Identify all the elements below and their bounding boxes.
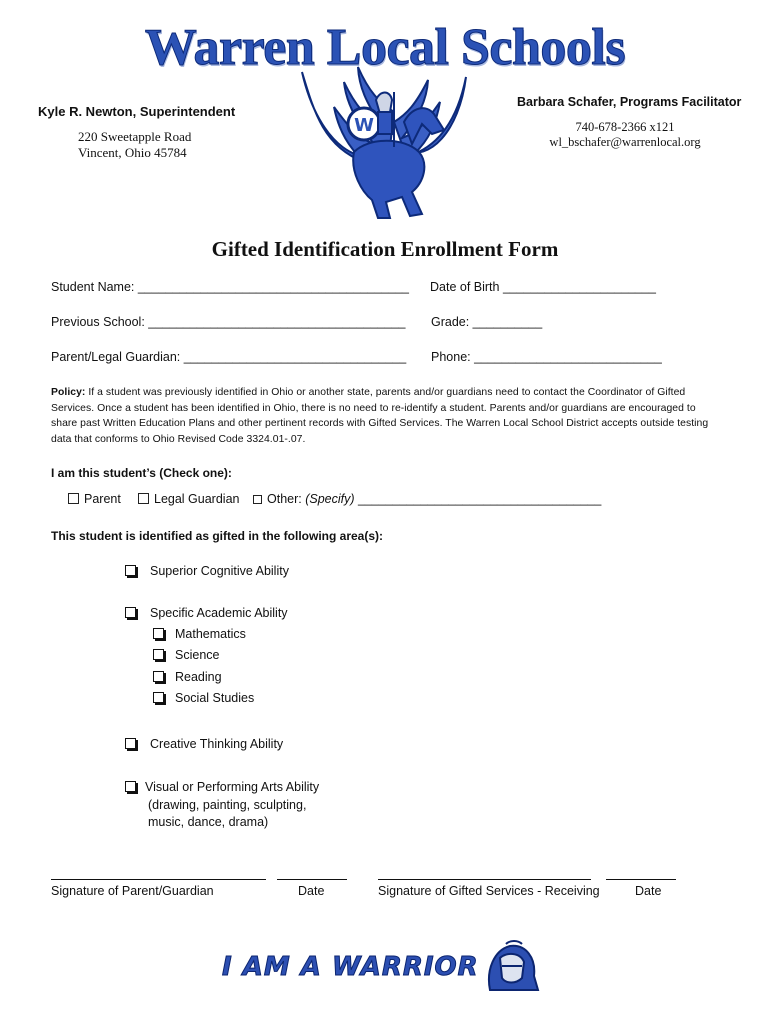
areas-label: This student is identified as gifted in the following area(s):: [51, 529, 384, 543]
district-address: [78, 129, 191, 161]
academic-checkbox[interactable]: [125, 607, 136, 618]
student-name-field[interactable]: Student Name: _______________________________________: [51, 280, 409, 294]
social-studies-checkbox[interactable]: [153, 692, 164, 703]
warrior-head-icon: [476, 940, 544, 994]
other-specify-label: (Specify): [305, 492, 355, 506]
academic-label: Specific Academic Ability: [150, 606, 288, 620]
other-checkbox[interactable]: [253, 495, 262, 504]
previous-school-field[interactable]: Previous School: _____________________________________: [51, 315, 406, 329]
form-title: Gifted Identification Enrollment Form: [211, 237, 559, 261]
gifted-date-label: Date: [635, 884, 662, 898]
cognitive-checkbox[interactable]: [125, 565, 136, 576]
area-cognitive-option[interactable]: [125, 564, 289, 578]
legal-guardian-checkbox[interactable]: [138, 493, 149, 504]
grade-field[interactable]: Grade: __________: [431, 315, 543, 329]
creative-label: Creative Thinking Ability: [150, 737, 284, 751]
relation-other-option[interactable]: [253, 492, 601, 506]
parent-label: Parent: [84, 492, 121, 506]
reading-label: Reading: [175, 670, 222, 684]
school-name: Warren Local Schools: [144, 19, 626, 76]
subject-science-option[interactable]: [153, 648, 219, 662]
gifted-signature-line[interactable]: [378, 879, 591, 880]
cognitive-label: Superior Cognitive Ability: [150, 564, 289, 578]
gifted-date-line[interactable]: [606, 879, 676, 880]
footer-slogan: I AM A WARRIOR: [222, 952, 479, 982]
creative-checkbox[interactable]: [125, 738, 136, 749]
science-label: Science: [175, 648, 220, 662]
area-academic-option[interactable]: [125, 606, 288, 620]
parent-date-label: Date: [298, 884, 325, 898]
policy-label: Policy:: [51, 387, 86, 398]
shield-letter: W: [354, 115, 374, 136]
area-arts-option[interactable]: [125, 780, 319, 794]
relation-label: I am this student’s (Check one):: [51, 466, 232, 480]
guardian-field[interactable]: Parent/Legal Guardian: ________________________________: [51, 350, 407, 364]
relation-guardian-option[interactable]: [138, 492, 239, 506]
policy-text: If a student was previously identified in Ohio or another state, parents and/or guardians need to contact the Coordinator of Gifted Services. Once a student has been identified in Ohio, there is no need to re-identify a student. Parents and/or guardians are encouraged to share past Written Education Plans and other pertinent records with Gifted Services. The Warren Local School District accepts outside testing data that conforms to Ohio Revised Code 3324.01-.07.: [51, 387, 709, 445]
science-checkbox[interactable]: [153, 649, 164, 660]
legal-guardian-label: Legal Guardian: [154, 492, 240, 506]
area-creative-option[interactable]: [125, 737, 283, 751]
facilitator-name: Barbara Schafer, Programs Facilitator: [517, 95, 742, 109]
subject-social-studies-option[interactable]: [153, 691, 254, 705]
superintendent-name: Kyle R. Newton, Superintendent: [38, 104, 236, 119]
social-studies-label: Social Studies: [175, 691, 255, 705]
gifted-signature-label: Signature of Gifted Services - Receiving: [378, 884, 600, 898]
facilitator-contact: [540, 120, 710, 150]
math-checkbox[interactable]: [153, 628, 164, 639]
reading-checkbox[interactable]: [153, 671, 164, 682]
warrior-pegasus-logo: [294, 52, 474, 222]
phone-field[interactable]: Phone: ___________________________: [431, 350, 662, 364]
parent-signature-label: Signature of Parent/Guardian: [51, 884, 214, 898]
facilitator-email: wl_bschafer@warrenlocal.org: [549, 135, 701, 149]
parent-checkbox[interactable]: [68, 493, 79, 504]
math-label: Mathematics: [175, 627, 246, 641]
dob-field[interactable]: Date of Birth ______________________: [430, 280, 656, 294]
other-specify-line[interactable]: ___________________________________: [354, 492, 602, 506]
address-line-1: 220 Sweetapple Road: [78, 129, 192, 144]
parent-signature-line[interactable]: [51, 879, 266, 880]
arts-label-line-3: music, dance, drama): [148, 815, 269, 829]
address-line-2: Vincent, Ohio 45784: [78, 145, 187, 160]
arts-label-line-2: (drawing, painting, sculpting,: [148, 798, 307, 812]
facilitator-phone: 740-678-2366 x121: [575, 120, 675, 134]
other-label: Other:: [267, 492, 306, 506]
arts-checkbox[interactable]: [125, 781, 136, 792]
subject-reading-option[interactable]: [153, 670, 222, 684]
subject-math-option[interactable]: [153, 627, 246, 641]
relation-parent-option[interactable]: [68, 492, 121, 506]
arts-label-line-1: Visual or Performing Arts Ability: [145, 780, 320, 794]
policy-paragraph: [51, 385, 721, 447]
parent-date-line[interactable]: [277, 879, 347, 880]
